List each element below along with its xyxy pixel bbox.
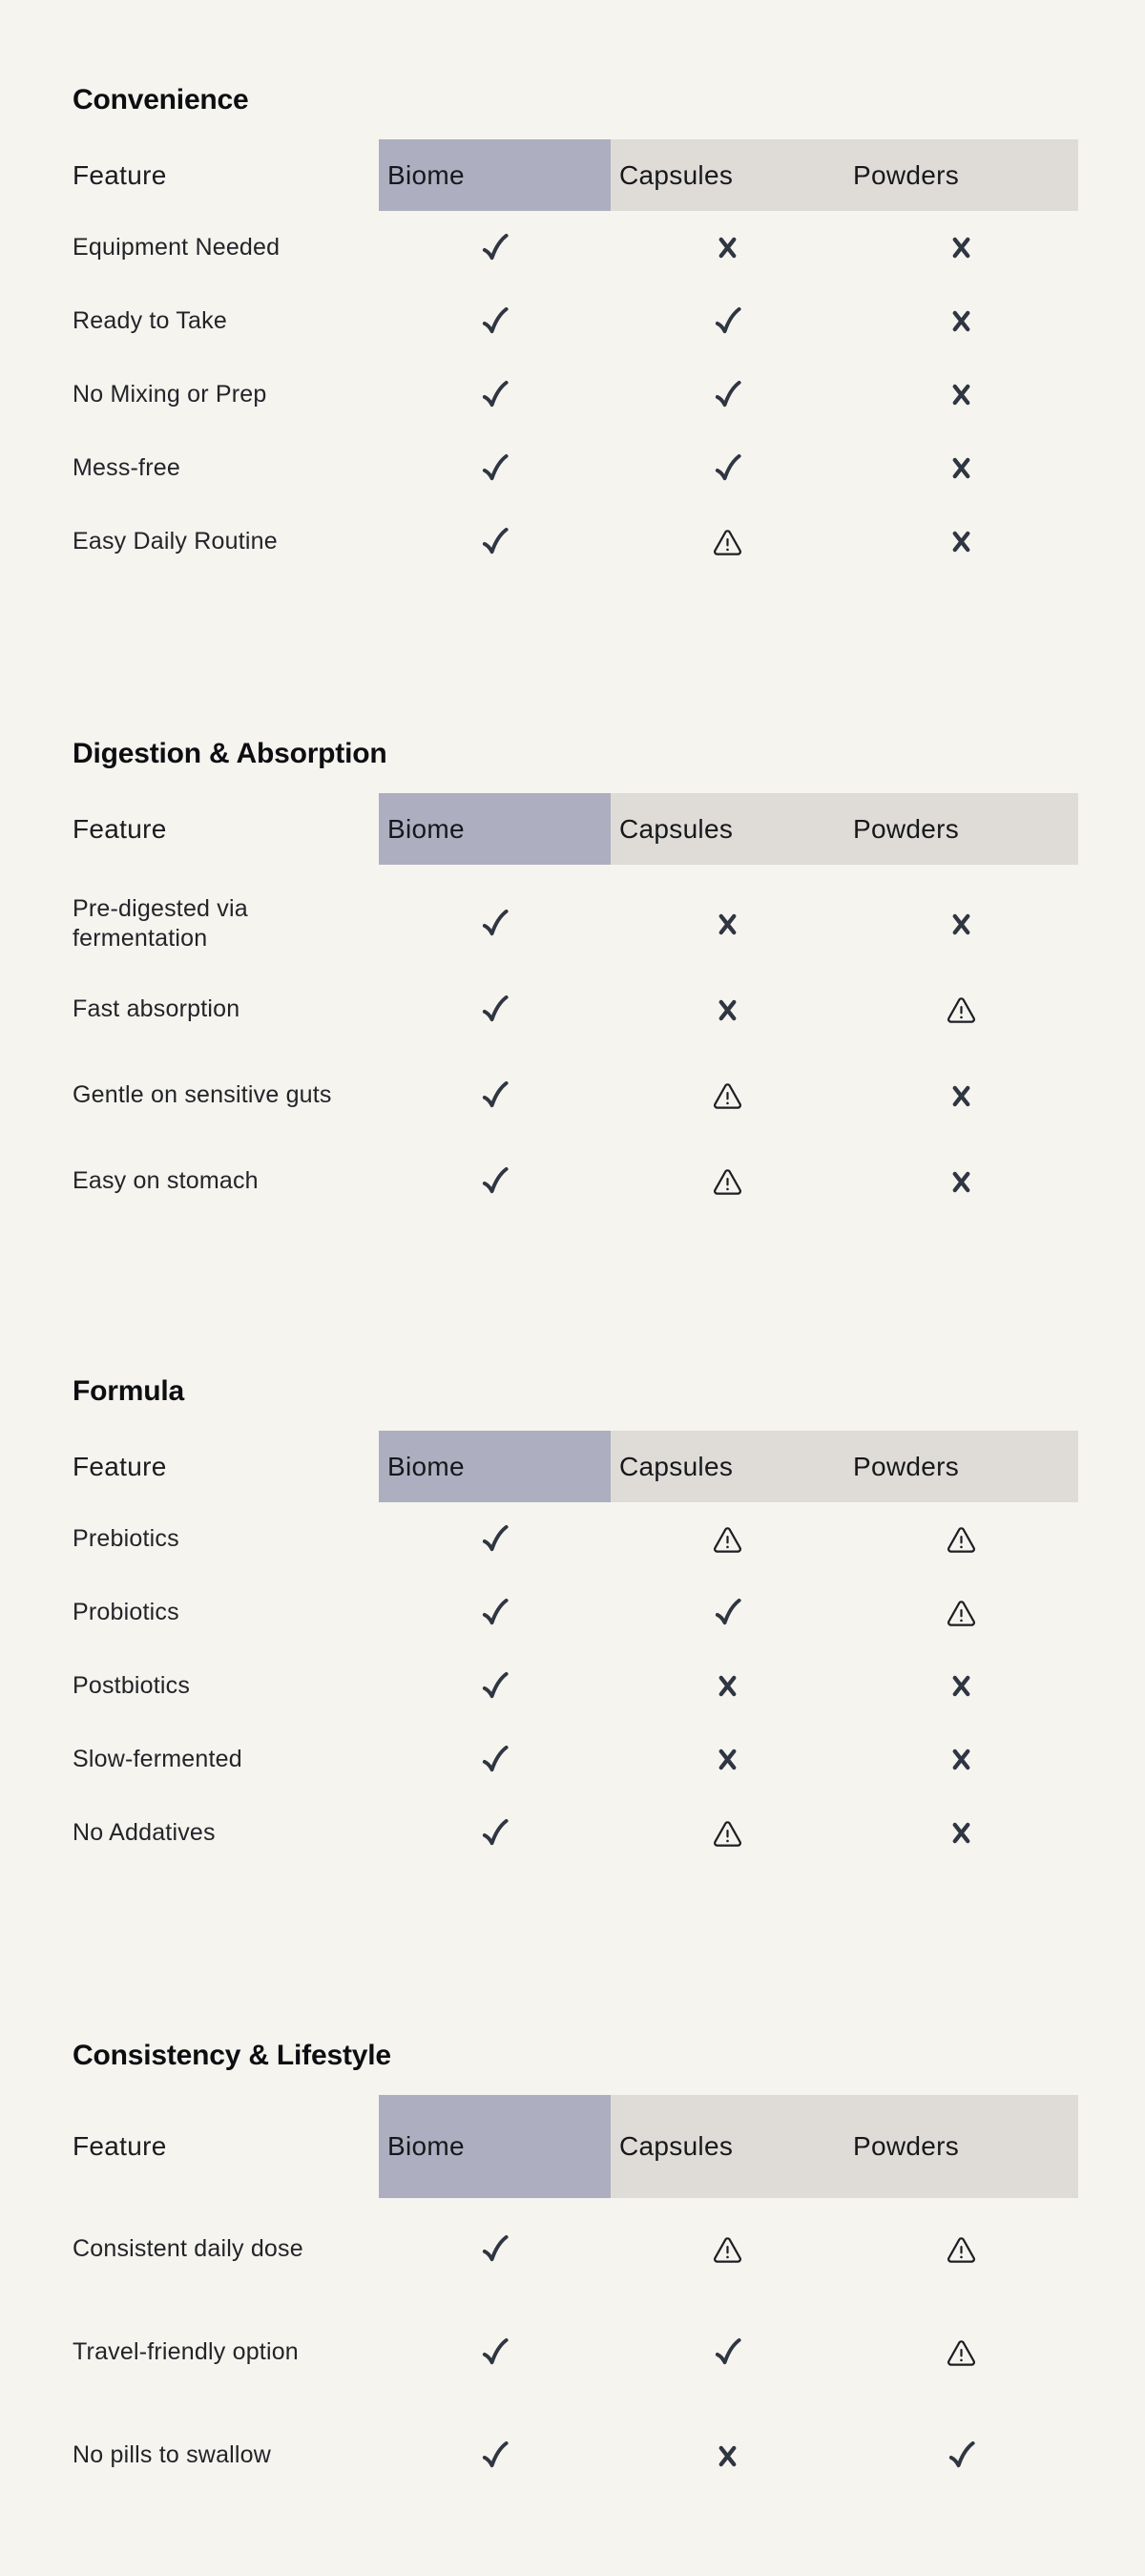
column-header-powders: Powders xyxy=(844,1431,1078,1502)
warning-icon xyxy=(947,1599,976,1627)
warning-icon xyxy=(713,1167,742,1196)
powders-value-cell xyxy=(844,431,1078,505)
table-body xyxy=(73,1502,1078,1870)
check-icon xyxy=(479,908,510,940)
capsules-value-cell xyxy=(611,1649,844,1723)
powders-value-cell xyxy=(844,967,1078,1053)
capsules-value-cell xyxy=(611,1723,844,1796)
feature-label: Postbiotics xyxy=(73,1671,191,1699)
check-icon xyxy=(479,305,510,338)
table-header-row xyxy=(73,793,1078,865)
x-icon xyxy=(715,996,740,1024)
column-header-feature: Feature xyxy=(73,159,167,190)
table-row xyxy=(73,505,1078,578)
column-header-feature: Feature xyxy=(73,1451,167,1481)
column-header-capsules: Capsules xyxy=(611,1431,844,1502)
check-icon xyxy=(712,379,743,411)
feature-label: Gentle on sensitive guts xyxy=(73,1081,332,1109)
powders-value-cell xyxy=(844,1649,1078,1723)
column-header-biome: Biome xyxy=(379,793,611,865)
feature-label: Slow-fermented xyxy=(73,1745,242,1772)
column-header-biome: Biome xyxy=(379,1431,611,1502)
feature-label: Prebiotics xyxy=(73,1524,179,1552)
x-icon xyxy=(948,454,974,482)
check-icon xyxy=(479,2440,510,2472)
comparison-table xyxy=(73,1431,1078,1870)
check-icon xyxy=(479,1165,510,1198)
feature-label: Equipment Needed xyxy=(73,233,281,261)
x-icon xyxy=(948,1082,974,1110)
biome-value-cell xyxy=(379,284,611,358)
biome-value-cell xyxy=(379,1053,611,1139)
column-header-capsules: Capsules xyxy=(611,793,844,865)
warning-icon xyxy=(947,995,976,1024)
powders-value-cell xyxy=(844,1576,1078,1649)
warning-icon xyxy=(947,2338,976,2367)
check-icon xyxy=(479,232,510,264)
biome-value-cell xyxy=(379,431,611,505)
powders-value-cell xyxy=(844,1139,1078,1225)
capsules-value-cell xyxy=(611,358,844,431)
check-icon xyxy=(712,452,743,485)
table-row xyxy=(73,2404,1078,2507)
biome-value-cell xyxy=(379,358,611,431)
biome-value-cell xyxy=(379,1139,611,1225)
capsules-value-cell xyxy=(611,967,844,1053)
x-icon xyxy=(948,234,974,262)
table-row xyxy=(73,1576,1078,1649)
check-icon xyxy=(479,2233,510,2266)
table-row xyxy=(73,1502,1078,1576)
table-body xyxy=(73,211,1078,578)
check-icon xyxy=(479,1597,510,1629)
capsules-value-cell xyxy=(611,2301,844,2404)
biome-value-cell xyxy=(379,2301,611,2404)
check-icon xyxy=(479,526,510,558)
column-header-capsules: Capsules xyxy=(611,139,844,211)
table-row xyxy=(73,2301,1078,2404)
comparison-table xyxy=(73,2095,1078,2507)
feature-label: Probiotics xyxy=(73,1598,179,1625)
comparison-section xyxy=(73,1377,1078,1870)
table-row xyxy=(73,211,1078,284)
comparison-section xyxy=(73,86,1078,578)
check-icon xyxy=(479,994,510,1026)
biome-value-cell xyxy=(379,1649,611,1723)
check-icon xyxy=(712,305,743,338)
check-icon xyxy=(479,1817,510,1850)
feature-label: Mess-free xyxy=(73,453,180,481)
powders-value-cell xyxy=(844,1053,1078,1139)
biome-value-cell xyxy=(379,881,611,967)
capsules-value-cell xyxy=(611,1576,844,1649)
section-title: Digestion & Absorption xyxy=(73,738,387,769)
warning-icon xyxy=(947,2235,976,2264)
warning-icon xyxy=(713,528,742,556)
column-header-capsules: Capsules xyxy=(611,2095,844,2198)
capsules-value-cell xyxy=(611,431,844,505)
biome-value-cell xyxy=(379,2198,611,2301)
biome-value-cell xyxy=(379,2404,611,2507)
column-header-biome: Biome xyxy=(379,2095,611,2198)
feature-label: Ready to Take xyxy=(73,306,227,334)
table-header-row xyxy=(73,2095,1078,2198)
x-icon xyxy=(715,1746,740,1773)
powders-value-cell xyxy=(844,211,1078,284)
x-icon xyxy=(948,1819,974,1847)
table-row xyxy=(73,881,1078,967)
section-title: Formula xyxy=(73,1375,184,1407)
warning-icon xyxy=(713,2235,742,2264)
feature-label: Fast absorption xyxy=(73,995,240,1023)
capsules-value-cell xyxy=(611,2198,844,2301)
table-body xyxy=(73,865,1078,1225)
capsules-value-cell xyxy=(611,1796,844,1870)
x-icon xyxy=(948,381,974,408)
check-icon xyxy=(479,2336,510,2369)
comparison-table xyxy=(73,793,1078,1225)
column-header-powders: Powders xyxy=(844,793,1078,865)
powders-value-cell xyxy=(844,2404,1078,2507)
capsules-value-cell xyxy=(611,505,844,578)
powders-value-cell xyxy=(844,1796,1078,1870)
feature-label: Pre-digested via fermentation xyxy=(73,894,248,952)
biome-value-cell xyxy=(379,967,611,1053)
capsules-value-cell xyxy=(611,1139,844,1225)
table-header-row xyxy=(73,1431,1078,1502)
column-header-powders: Powders xyxy=(844,139,1078,211)
table-row xyxy=(73,1649,1078,1723)
table-body xyxy=(73,2198,1078,2507)
biome-value-cell xyxy=(379,1796,611,1870)
comparison-section xyxy=(73,740,1078,1225)
section-title: Convenience xyxy=(73,84,249,115)
table-row xyxy=(73,1723,1078,1796)
check-icon xyxy=(479,379,510,411)
table-row xyxy=(73,1139,1078,1225)
biome-value-cell xyxy=(379,1576,611,1649)
capsules-value-cell xyxy=(611,211,844,284)
x-icon xyxy=(948,1168,974,1196)
column-header-feature: Feature xyxy=(73,2131,167,2161)
powders-value-cell xyxy=(844,284,1078,358)
table-row xyxy=(73,1053,1078,1139)
capsules-value-cell xyxy=(611,1053,844,1139)
check-icon xyxy=(479,1079,510,1112)
x-icon xyxy=(948,307,974,335)
capsules-value-cell xyxy=(611,1502,844,1576)
biome-value-cell xyxy=(379,1723,611,1796)
comparison-section xyxy=(73,2042,1078,2507)
table-row xyxy=(73,2198,1078,2301)
feature-label: Easy Daily Routine xyxy=(73,527,278,555)
check-icon xyxy=(479,1744,510,1776)
x-icon xyxy=(715,1672,740,1700)
table-header-row xyxy=(73,139,1078,211)
column-header-powders: Powders xyxy=(844,2095,1078,2198)
check-icon xyxy=(946,2440,977,2472)
feature-label: No Addatives xyxy=(73,1818,216,1846)
feature-label: No pills to swallow xyxy=(73,2441,272,2469)
powders-value-cell xyxy=(844,1723,1078,1796)
x-icon xyxy=(948,911,974,938)
table-row xyxy=(73,967,1078,1053)
biome-value-cell xyxy=(379,211,611,284)
comparison-table xyxy=(73,139,1078,578)
check-icon xyxy=(712,2336,743,2369)
x-icon xyxy=(715,911,740,938)
section-title: Consistency & Lifestyle xyxy=(73,2040,391,2071)
table-row xyxy=(73,1796,1078,1870)
powders-value-cell xyxy=(844,2301,1078,2404)
x-icon xyxy=(948,528,974,555)
x-icon xyxy=(948,1746,974,1773)
warning-icon xyxy=(713,1081,742,1110)
feature-label: No Mixing or Prep xyxy=(73,380,267,408)
table-row xyxy=(73,431,1078,505)
check-icon xyxy=(479,452,510,485)
biome-value-cell xyxy=(379,1502,611,1576)
check-icon xyxy=(479,1670,510,1703)
capsules-value-cell xyxy=(611,284,844,358)
table-row xyxy=(73,284,1078,358)
check-icon xyxy=(712,1597,743,1629)
warning-icon xyxy=(947,1525,976,1554)
feature-label: Travel-friendly option xyxy=(73,2338,299,2366)
powders-value-cell xyxy=(844,1502,1078,1576)
capsules-value-cell xyxy=(611,2404,844,2507)
check-icon xyxy=(479,1523,510,1556)
table-row xyxy=(73,358,1078,431)
warning-icon xyxy=(713,1819,742,1848)
powders-value-cell xyxy=(844,505,1078,578)
warning-icon xyxy=(713,1525,742,1554)
x-icon xyxy=(715,2442,740,2470)
powders-value-cell xyxy=(844,881,1078,967)
powders-value-cell xyxy=(844,2198,1078,2301)
powders-value-cell xyxy=(844,358,1078,431)
feature-label: Easy on stomach xyxy=(73,1167,259,1195)
feature-label: Consistent daily dose xyxy=(73,2235,303,2263)
x-icon xyxy=(715,234,740,262)
column-header-feature: Feature xyxy=(73,813,167,844)
column-header-biome: Biome xyxy=(379,139,611,211)
x-icon xyxy=(948,1672,974,1700)
capsules-value-cell xyxy=(611,881,844,967)
biome-value-cell xyxy=(379,505,611,578)
